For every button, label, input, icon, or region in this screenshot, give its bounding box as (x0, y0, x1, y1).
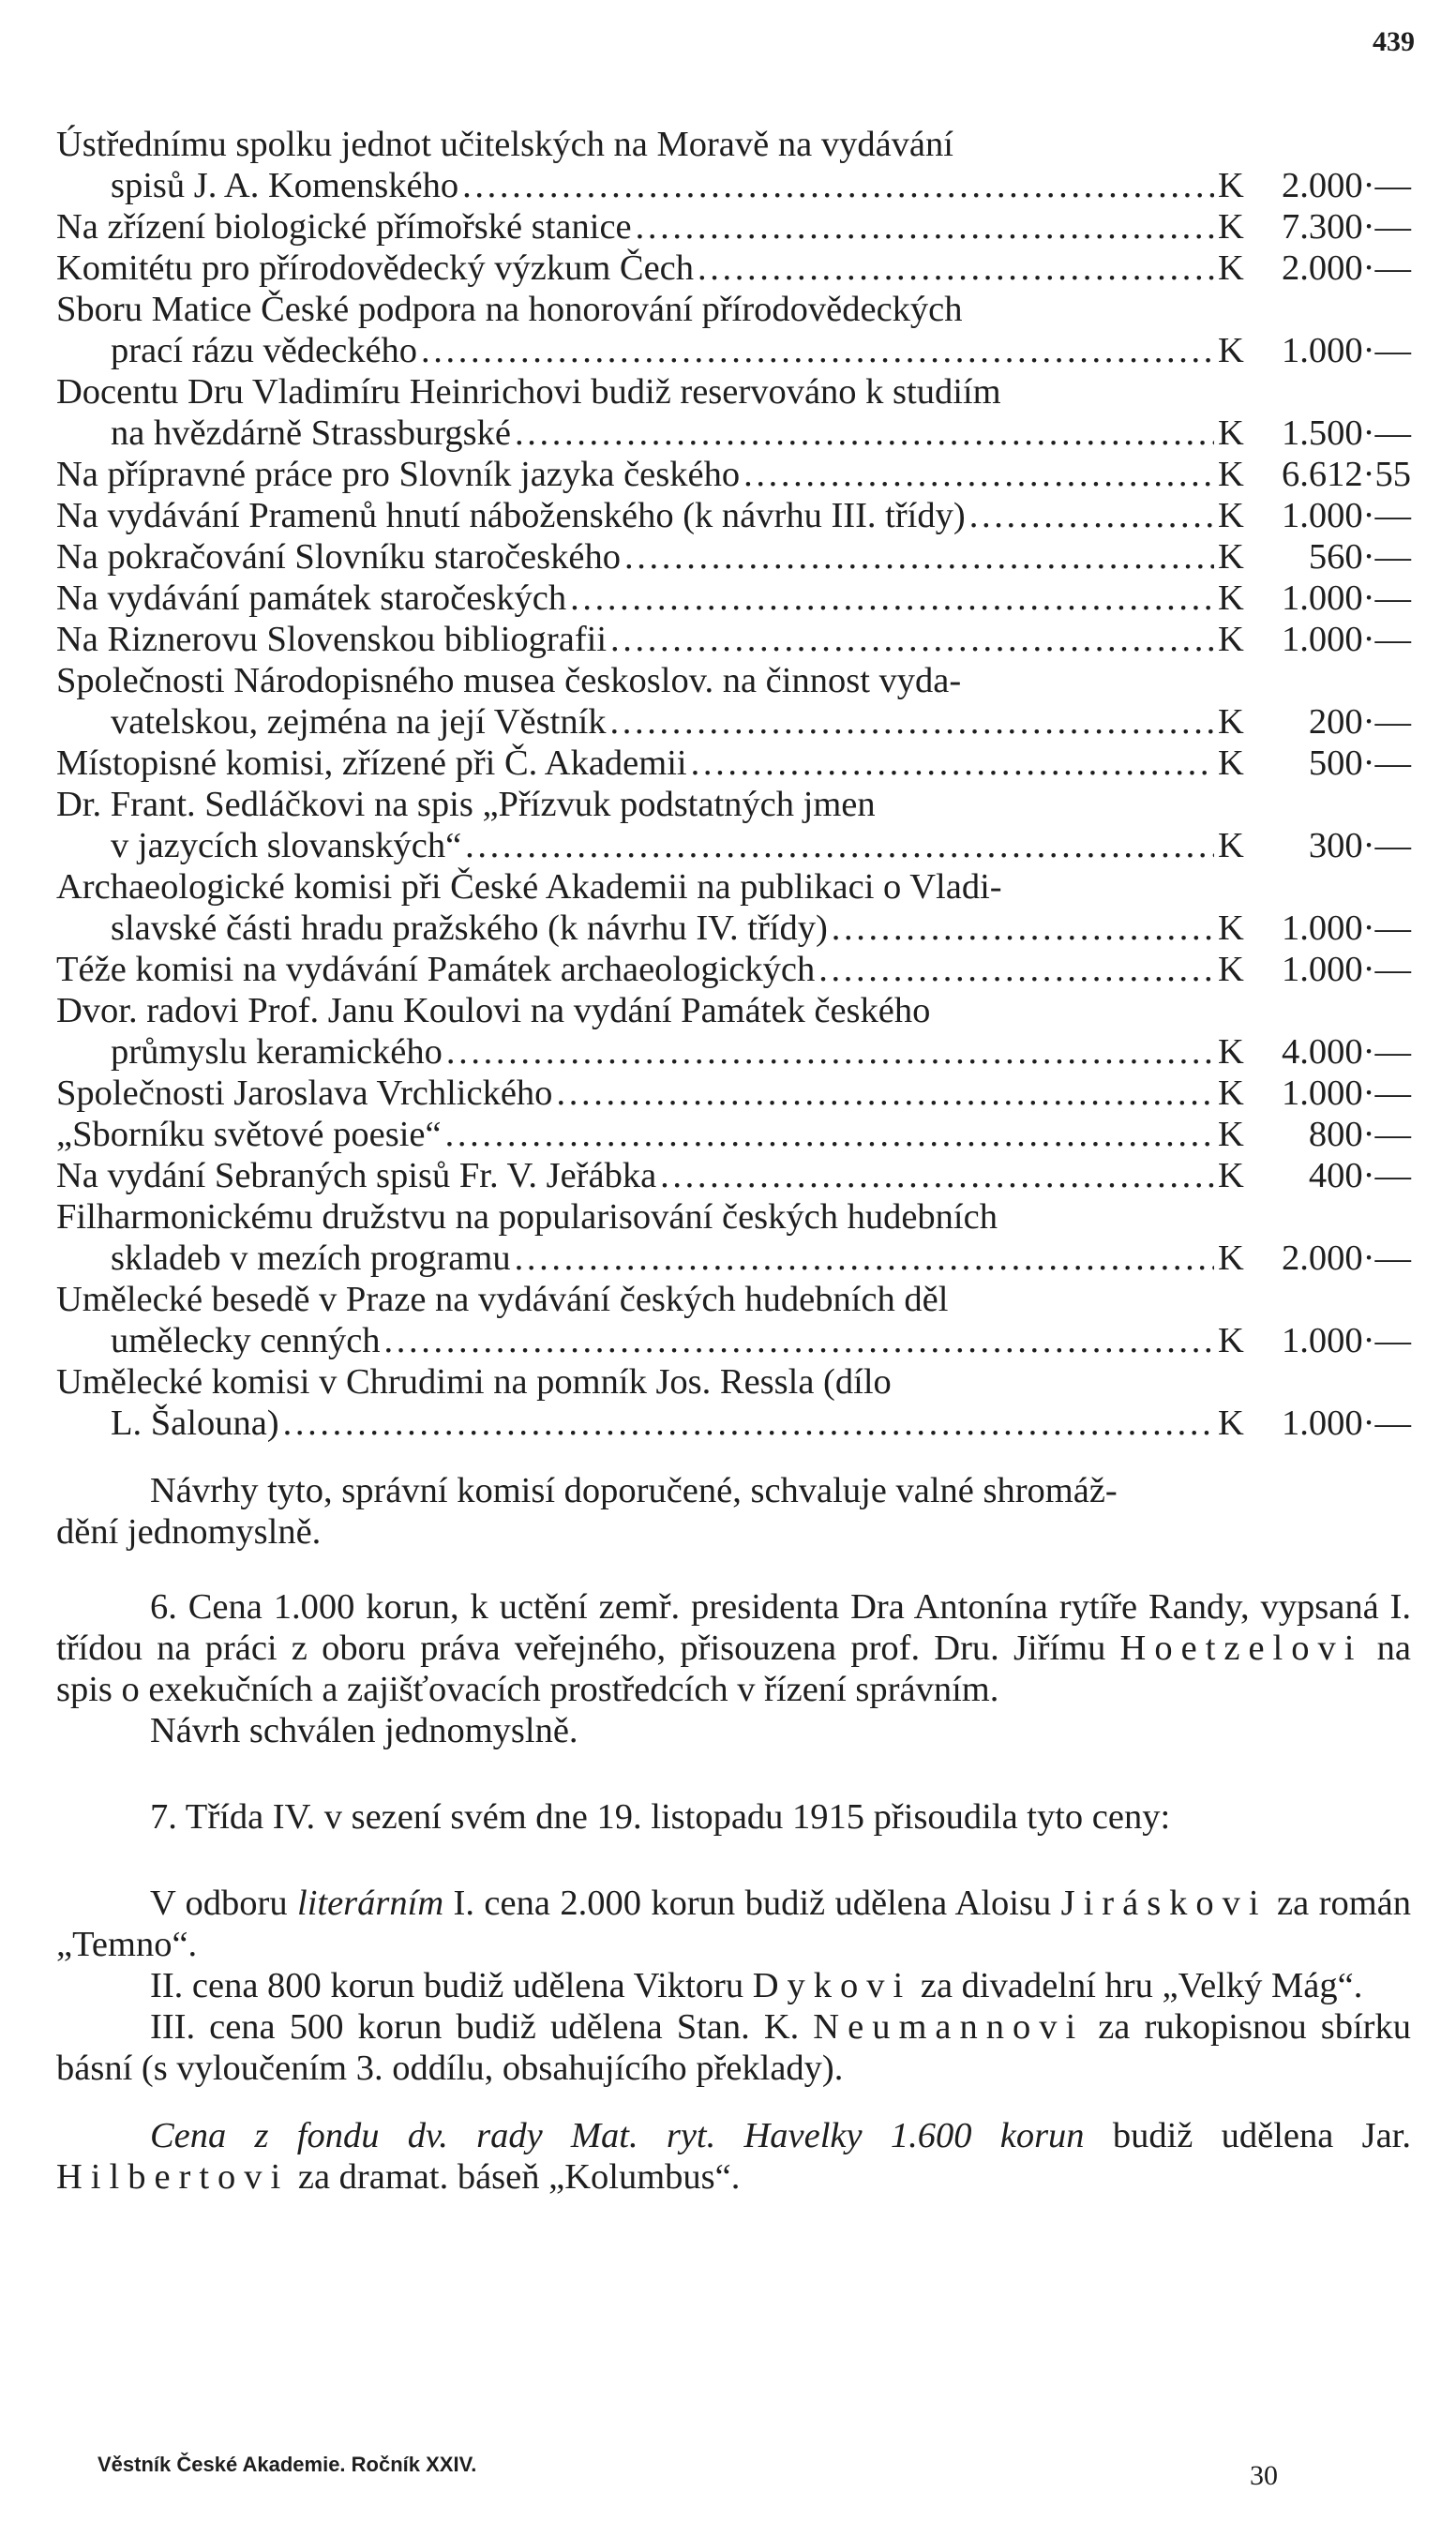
entry-leader-line (56, 1238, 1411, 1279)
currency-label: K (1218, 1032, 1244, 1072)
entry-label: průmyslu keramického (111, 1032, 443, 1072)
entry-amount (1218, 536, 1411, 578)
name-hoetzel: Hoetzelovi (1119, 1629, 1363, 1668)
navrhy-line-2: dění jednomyslně. (56, 1512, 322, 1552)
allocation-list (56, 124, 1411, 1444)
amount-value: 200·— (1308, 702, 1411, 742)
signature-mark: 30 (1250, 2460, 1278, 2491)
entry-label: vatelskou, zejména na její Věstník (111, 702, 607, 742)
allocation-entry (56, 371, 1411, 454)
entry-leader-line (56, 743, 1411, 784)
entry-amount (1218, 1320, 1411, 1361)
dot-leader (698, 248, 1214, 289)
allocation-entry (56, 866, 1411, 949)
allocation-entry (56, 784, 1411, 866)
currency-label: K (1218, 1115, 1244, 1154)
entry-leader-line (56, 1403, 1411, 1444)
currency-label: K (1218, 166, 1244, 205)
entry-label: skladeb v mezích programu (111, 1238, 511, 1278)
allocation-entry (56, 1073, 1411, 1114)
currency-label: K (1218, 702, 1244, 742)
entry-text-line: Umělecké besedě v Praze na vydávání českých hudebních děl (56, 1280, 949, 1319)
allocation-entry (56, 619, 1411, 660)
entry-label: Komitétu pro přírodovědecký výzkum Čech (56, 248, 694, 288)
entry-text-line: Ústřednímu spolku jednot učitelských na Moravě na vydávání (56, 125, 953, 164)
name-dyk: Dykovi (752, 1966, 912, 2005)
entry-leader-line (56, 1114, 1411, 1155)
dot-leader (446, 1031, 1214, 1073)
entry-text-line: Filharmonickému družstvu na popularisování českých hudebních (56, 1197, 998, 1237)
paragraph-navrhy (56, 1470, 1411, 1553)
entry-amount (1218, 701, 1411, 743)
entry-text-line: Společnosti Národopisného musea českoslov. na činnost vyda- (56, 661, 962, 700)
amount-value: 1.000·— (1282, 620, 1411, 659)
entry-label: L. Šalouna) (111, 1404, 279, 1443)
entry-leader-line (56, 1155, 1411, 1196)
entry-leader-line (56, 454, 1411, 495)
currency-label: K (1218, 248, 1244, 288)
currency-label: K (1218, 455, 1244, 494)
entry-amount (1218, 825, 1411, 866)
page-number: 439 (1373, 26, 1415, 57)
entry-leader-line (56, 619, 1411, 660)
name-neumann: Neumannovi (813, 2007, 1085, 2047)
entry-text-line: Dvor. radovi Prof. Janu Koulovi na vydání Památek českého (56, 991, 931, 1030)
entry-amount (1218, 1238, 1411, 1279)
entry-leader-line (56, 949, 1411, 990)
entry-leader-line (56, 1031, 1411, 1073)
dot-leader (610, 701, 1214, 743)
dot-leader (384, 1320, 1214, 1361)
paragraph-7: 7. Třída IV. v sezení svém dne 19. listopadu 1915 přisoudila tyto ceny: (150, 1797, 1171, 1837)
amount-value: 1.000·— (1282, 1321, 1411, 1360)
entry-leader-line (56, 536, 1411, 578)
amount-value: 1.000·— (1282, 331, 1411, 370)
dot-leader (515, 413, 1214, 454)
dot-leader (818, 949, 1214, 990)
entry-amount (1218, 1114, 1411, 1155)
allocation-entry (56, 949, 1411, 990)
navrhy-line-1: Návrhy tyto, správní komisí doporučené, schvaluje valné shromáž- (150, 1471, 1118, 1510)
dot-leader (465, 825, 1214, 866)
amount-value: 1.000·— (1282, 908, 1411, 948)
allocation-entry (56, 660, 1411, 743)
entry-leader-line (56, 908, 1411, 949)
entry-leader-line (56, 825, 1411, 866)
entry-label: „Sborníku světové poesie“ (56, 1115, 442, 1154)
currency-label: K (1218, 950, 1244, 989)
entry-leader-line (56, 1073, 1411, 1114)
allocation-entry (56, 454, 1411, 495)
entry-label: prací rázu vědeckého (111, 331, 418, 370)
entry-amount (1218, 949, 1411, 990)
entry-amount (1218, 1031, 1411, 1073)
currency-label: K (1218, 1238, 1244, 1278)
journal-footer: Věstník České Akademie. Ročník XXIV. (98, 2453, 477, 2476)
entry-amount (1218, 1403, 1411, 1444)
paragraph-havelka-prize: Cena z fondu dv. rady Mat. ryt. Havelky 1.600 korun budiž udělena Jar. Hilbertovi za dramat. báseň „Kolumbus“. (56, 2116, 1411, 2197)
amount-value: 1.500·— (1282, 413, 1411, 453)
currency-label: K (1218, 1156, 1244, 1195)
currency-label: K (1218, 537, 1244, 577)
entry-amount (1218, 454, 1411, 495)
dot-leader (515, 1238, 1214, 1279)
dot-leader (283, 1403, 1214, 1444)
name-jirasek: Jiráskovi (1060, 1884, 1268, 1923)
entry-label: Místopisné komisi, zřízené při Č. Akademii (56, 743, 687, 783)
dot-leader (743, 454, 1214, 495)
allocation-entry (56, 990, 1411, 1073)
entry-label: Na Riznerovu Slovenskou bibliografii (56, 620, 608, 659)
paragraph-literary: V odboru literárním I. cena 2.000 korun budiž udělena Aloisu Jiráskovi za román „Temno“. (56, 1884, 1411, 1964)
paragraph-schvalen: Návrh schválen jednomyslně. (150, 1711, 578, 1750)
dot-leader (624, 536, 1214, 578)
amount-value: 2.000·— (1282, 166, 1411, 205)
amount-value: 300·— (1308, 826, 1411, 865)
entry-amount (1218, 908, 1411, 949)
entry-label: v jazycích slovanských“ (111, 826, 462, 865)
entry-amount (1218, 206, 1411, 248)
entry-amount (1218, 1073, 1411, 1114)
entry-label: Na pokračování Slovníku staročeského (56, 537, 621, 577)
dot-leader (421, 330, 1214, 371)
entry-label: umělecky cenných (111, 1321, 381, 1360)
entry-label: Na přípravné práce pro Slovník jazyka českého (56, 455, 741, 494)
entry-text-line: Dr. Frant. Sedláčkovi na spis „Přízvuk podstatných jmen (56, 785, 876, 824)
entry-leader-line (56, 248, 1411, 289)
amount-value: 1.000·— (1282, 496, 1411, 535)
amount-value: 1.000·— (1282, 578, 1411, 618)
name-hilbert: Hilbertovi (56, 2157, 290, 2197)
entry-label: Téže komisi na vydávání Památek archaeologických (56, 950, 816, 989)
entry-amount (1218, 578, 1411, 619)
allocation-entry (56, 743, 1411, 784)
allocation-entry (56, 1155, 1411, 1196)
paragraph-prize-iii: III. cena 500 korun budiž udělena Stan. K. Neumannovi za rukopisnou sbírku básní (s vyloučením 3. oddílu, obsahujícího překlady). (56, 2007, 1411, 2088)
allocation-entry (56, 1114, 1411, 1155)
amount-value: 800·— (1308, 1115, 1411, 1154)
currency-label: K (1218, 908, 1244, 948)
entry-amount (1218, 413, 1411, 454)
allocation-entry (56, 206, 1411, 248)
currency-label: K (1218, 620, 1244, 659)
amount-value: 400·— (1308, 1156, 1411, 1195)
dot-leader (462, 165, 1214, 206)
allocation-entry (56, 289, 1411, 371)
currency-label: K (1218, 1404, 1244, 1443)
entry-leader-line (56, 165, 1411, 206)
amount-value: 1.000·— (1282, 1404, 1411, 1443)
currency-label: K (1218, 578, 1244, 618)
entry-amount (1218, 495, 1411, 536)
currency-label: K (1218, 413, 1244, 453)
currency-label: K (1218, 331, 1244, 370)
entry-text-line: Umělecké komisi v Chrudimi na pomník Jos. Ressla (dílo (56, 1362, 892, 1402)
amount-value: 500·— (1308, 743, 1411, 783)
entry-leader-line (56, 578, 1411, 619)
amount-value: 6.612·55 (1282, 455, 1411, 494)
entry-amount (1218, 165, 1411, 206)
entry-leader-line (56, 330, 1411, 371)
dot-leader (832, 908, 1214, 949)
currency-label: K (1218, 826, 1244, 865)
entry-text-line: Archaeologické komisi při České Akademii na publikaci o Vladi- (56, 867, 1002, 907)
entry-amount (1218, 743, 1411, 784)
entry-label: Na zřízení biologické přímořské stanice (56, 207, 632, 247)
amount-value: 2.000·— (1282, 248, 1411, 288)
entry-leader-line (56, 1320, 1411, 1361)
dot-leader (636, 206, 1214, 248)
currency-label: K (1218, 743, 1244, 783)
entry-text-line: Docentu Dru Vladimíru Heinrichovi budiž reservováno k studiím (56, 372, 1001, 412)
allocation-entry (56, 248, 1411, 289)
dot-leader (445, 1114, 1214, 1155)
currency-label: K (1218, 1073, 1244, 1113)
entry-leader-line (56, 701, 1411, 743)
amount-value: 2.000·— (1282, 1238, 1411, 1278)
paragraph-6: 6. Cena 1.000 korun, k uctění zemř. presidenta Dra Antonína rytíře Randy, vypsaná I. třídou na práci z oboru práva veřejného, přisouzena prof. Dru. Jiřímu Hoetzelovi na spis o exekučních a zajišťovacích prostředcích v řízení správním. (56, 1587, 1411, 1709)
amount-value: 7.300·— (1282, 207, 1411, 247)
entry-label: Společnosti Jaroslava Vrchlického (56, 1073, 553, 1113)
dot-leader (660, 1155, 1214, 1196)
currency-label: K (1218, 1321, 1244, 1360)
allocation-entry (56, 124, 1411, 206)
allocation-entry (56, 1196, 1411, 1279)
currency-label: K (1218, 496, 1244, 535)
amount-value: 4.000·— (1282, 1032, 1411, 1072)
entry-label: slavské části hradu pražského (k návrhu IV. třídy) (111, 908, 828, 948)
entry-amount (1218, 1155, 1411, 1196)
currency-label: K (1218, 207, 1244, 247)
amount-value: 1.000·— (1282, 1073, 1411, 1113)
entry-amount (1218, 248, 1411, 289)
entry-amount (1218, 619, 1411, 660)
entry-label: Na vydání Sebraných spisů Fr. V. Jeřábka (56, 1156, 657, 1195)
entry-leader-line (56, 495, 1411, 536)
entry-label: Na vydávání památek staročeských (56, 578, 567, 618)
amount-value: 560·— (1308, 537, 1411, 577)
allocation-entry (56, 1279, 1411, 1361)
entry-label: spisů J. A. Komenského (111, 166, 459, 205)
dot-leader (556, 1073, 1214, 1114)
dot-leader (691, 743, 1214, 784)
main-text (56, 124, 1411, 2198)
entry-label: na hvězdárně Strassburgské (111, 413, 511, 453)
dot-leader (969, 495, 1214, 536)
amount-value: 1.000·— (1282, 950, 1411, 989)
entry-text-line: Sboru Matice České podpora na honorování přírodovědeckých (56, 290, 963, 329)
allocation-entry (56, 536, 1411, 578)
allocation-entry (56, 1361, 1411, 1444)
entry-label: Na vydávání Pramenů hnutí náboženského (k návrhu III. třídy) (56, 496, 966, 535)
allocation-entry (56, 578, 1411, 619)
entry-leader-line (56, 206, 1411, 248)
paragraph-prize-ii: II. cena 800 korun budiž udělena Viktoru Dykovi za divadelní hru „Velký Mág“. (150, 1966, 1363, 2005)
entry-amount (1218, 330, 1411, 371)
dot-leader (610, 619, 1214, 660)
entry-leader-line (56, 413, 1411, 454)
dot-leader (570, 578, 1214, 619)
allocation-entry (56, 495, 1411, 536)
